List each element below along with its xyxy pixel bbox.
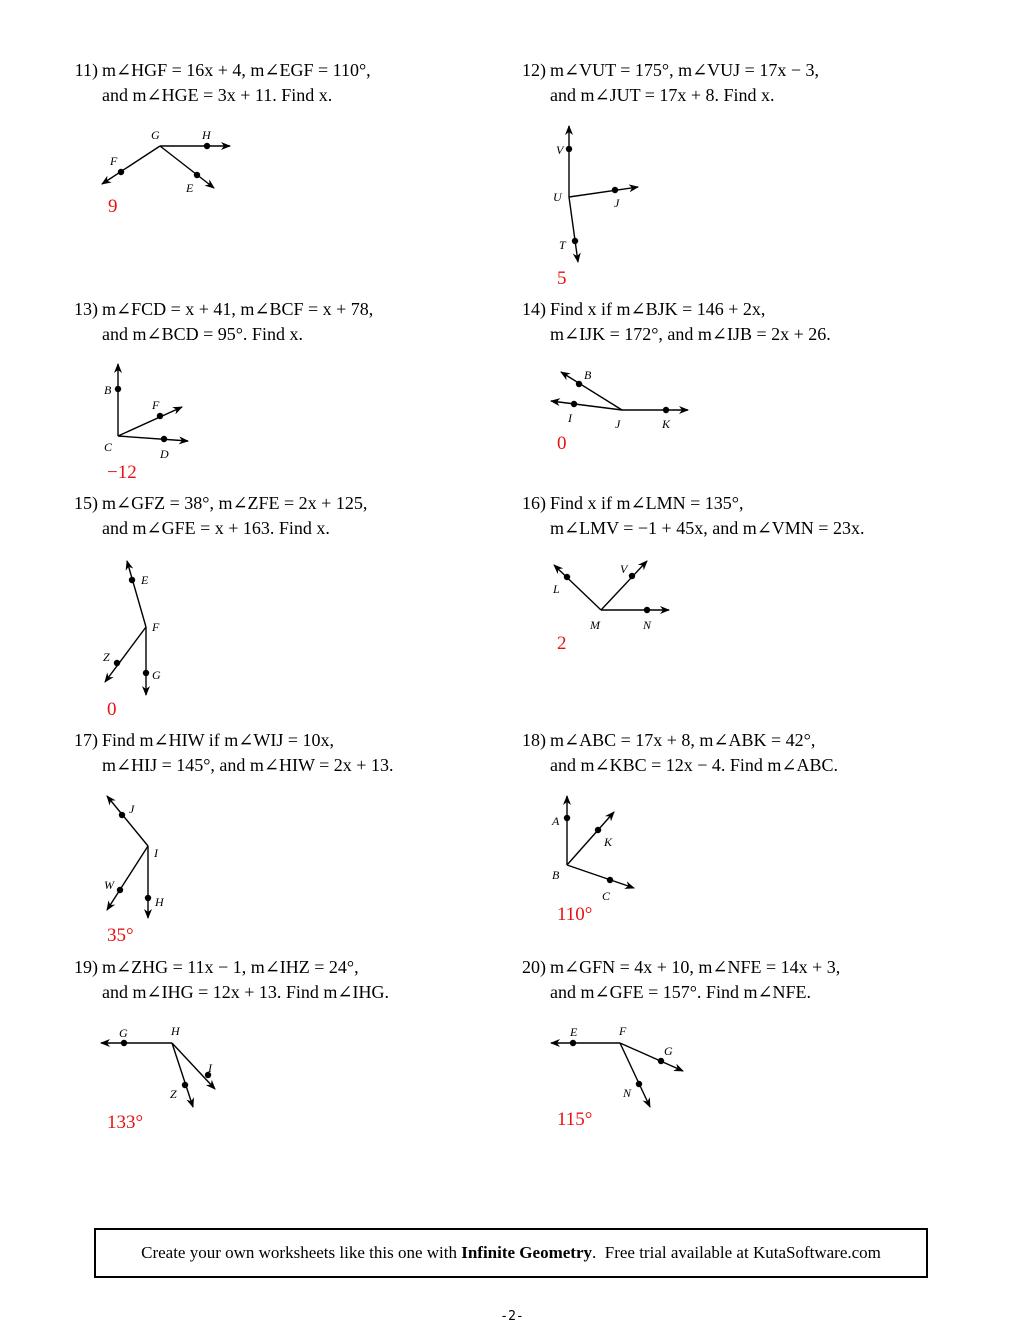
answer-13: −12 xyxy=(107,462,137,483)
answer-18: 110° xyxy=(557,904,593,925)
problem-text-line2: and m∠BCD = 95°. Find x. xyxy=(102,324,303,344)
point-label: W xyxy=(104,878,114,892)
point-label: T xyxy=(559,238,566,252)
problem-text-line1: m∠GFZ = 38°, m∠ZFE = 2x + 125, xyxy=(102,493,368,513)
point-label: N xyxy=(623,1086,632,1100)
problem-number: 11) xyxy=(74,60,98,80)
point-label: V xyxy=(620,562,628,576)
problem-number: 19) xyxy=(74,957,98,977)
problem-text-line1: Find x if m∠LMN = 135°, xyxy=(550,493,744,513)
footer-suffix: . Free trial available at KutaSoftware.com xyxy=(592,1243,881,1262)
point-label: I xyxy=(154,846,158,860)
figure-14 xyxy=(548,364,698,439)
figure-13 xyxy=(98,358,208,463)
point-label: F xyxy=(619,1024,627,1038)
problem-text-line2: m∠LMV = −1 + 45x, and m∠VMN = 23x. xyxy=(550,518,865,538)
answer-19: 133° xyxy=(107,1112,144,1133)
problem-number: 16) xyxy=(522,493,546,513)
point-label: J xyxy=(614,196,620,210)
figure-15 xyxy=(96,556,186,701)
problem-number: 13) xyxy=(74,299,98,319)
figure-11 xyxy=(90,120,250,200)
problem-text-line2: m∠IJK = 172°, and m∠IJB = 2x + 26. xyxy=(550,324,831,344)
point-label: K xyxy=(604,835,613,849)
figure-17 xyxy=(96,792,186,917)
point-label: E xyxy=(186,181,194,195)
figure-16 xyxy=(548,556,678,636)
problem-text-line2: and m∠GFE = x + 163. Find x. xyxy=(102,518,330,538)
point-label: I xyxy=(208,1061,212,1075)
answer-17: 35° xyxy=(107,925,134,946)
problem-text-line1: m∠ZHG = 11x − 1, m∠IHZ = 24°, xyxy=(102,957,359,977)
point-label: G xyxy=(152,668,161,682)
point-label: F xyxy=(152,620,160,634)
point-label: J xyxy=(129,802,135,816)
point-label: E xyxy=(141,573,149,587)
point-label: B xyxy=(104,383,112,397)
point-label: E xyxy=(570,1025,578,1039)
problem-text-line1: m∠GFN = 4x + 10, m∠NFE = 14x + 3, xyxy=(550,957,841,977)
answer-12: 5 xyxy=(557,268,567,289)
point-label: V xyxy=(556,143,564,157)
point-label: H xyxy=(155,895,164,909)
point-label: F xyxy=(110,154,118,168)
problem-number: 17) xyxy=(74,730,98,750)
problem-text-line2: and m∠JUT = 17x + 8. Find x. xyxy=(550,85,775,105)
problem-text-line2: m∠HIJ = 145°, and m∠HIW = 2x + 13. xyxy=(102,755,394,775)
answer-14: 0 xyxy=(557,433,567,454)
point-label: M xyxy=(590,618,600,632)
figure-19 xyxy=(96,1020,226,1115)
answer-16: 2 xyxy=(557,633,567,654)
problem-text-line1: m∠HGF = 16x + 4, m∠EGF = 110°, xyxy=(102,60,371,80)
point-label: L xyxy=(553,582,560,596)
answer-15: 0 xyxy=(107,699,117,720)
problem-text-line1: m∠VUT = 175°, m∠VUJ = 17x − 3, xyxy=(550,60,819,80)
problem-number: 15) xyxy=(74,493,98,513)
page-number: -2- xyxy=(500,1309,524,1324)
point-label: H xyxy=(202,128,211,142)
point-label: G xyxy=(119,1026,128,1040)
problem-text-line1: Find x if m∠BJK = 146 + 2x, xyxy=(550,299,766,319)
point-label: Z xyxy=(103,650,110,664)
point-label: D xyxy=(160,447,169,461)
point-label: F xyxy=(152,398,160,412)
point-label: U xyxy=(553,190,562,204)
point-label: A xyxy=(552,814,560,828)
problem-text-line2: and m∠GFE = 157°. Find m∠NFE. xyxy=(550,982,812,1002)
problem-number: 12) xyxy=(522,60,546,80)
point-label: C xyxy=(104,440,113,454)
problem-number: 18) xyxy=(522,730,546,750)
point-label: J xyxy=(615,417,621,431)
footer-prefix: Create your own worksheets like this one with xyxy=(141,1243,462,1262)
point-label: B xyxy=(584,368,592,382)
answer-11: 9 xyxy=(108,196,118,217)
problem-text-line2: and m∠IHG = 12x + 13. Find m∠IHG. xyxy=(102,982,389,1002)
point-label: G xyxy=(664,1044,673,1058)
problem-text-line1: m∠FCD = x + 41, m∠BCF = x + 78, xyxy=(102,299,374,319)
figure-20 xyxy=(546,1020,691,1115)
point-label: N xyxy=(643,618,652,632)
point-label: C xyxy=(602,889,611,903)
figure-12 xyxy=(548,120,658,270)
point-label: K xyxy=(662,417,671,431)
problem-text-line1: Find m∠HIW if m∠WIJ = 10x, xyxy=(102,730,334,750)
point-label: Z xyxy=(170,1087,177,1101)
problem-text-line1: m∠ABC = 17x + 8, m∠ABK = 42°, xyxy=(550,730,816,750)
point-label: I xyxy=(568,411,572,425)
point-label: G xyxy=(151,128,160,142)
problem-text-line2: and m∠HGE = 3x + 11. Find x. xyxy=(102,85,333,105)
footer-promo-box xyxy=(94,1228,928,1278)
footer-product: Infinite Geometry xyxy=(461,1243,592,1262)
point-label: B xyxy=(552,868,560,882)
problem-number: 20) xyxy=(522,957,546,977)
problem-text-line2: and m∠KBC = 12x − 4. Find m∠ABC. xyxy=(550,755,838,775)
problem-number: 14) xyxy=(522,299,546,319)
point-label: H xyxy=(171,1024,180,1038)
answer-20: 115° xyxy=(557,1109,593,1130)
figure-18 xyxy=(546,792,646,907)
